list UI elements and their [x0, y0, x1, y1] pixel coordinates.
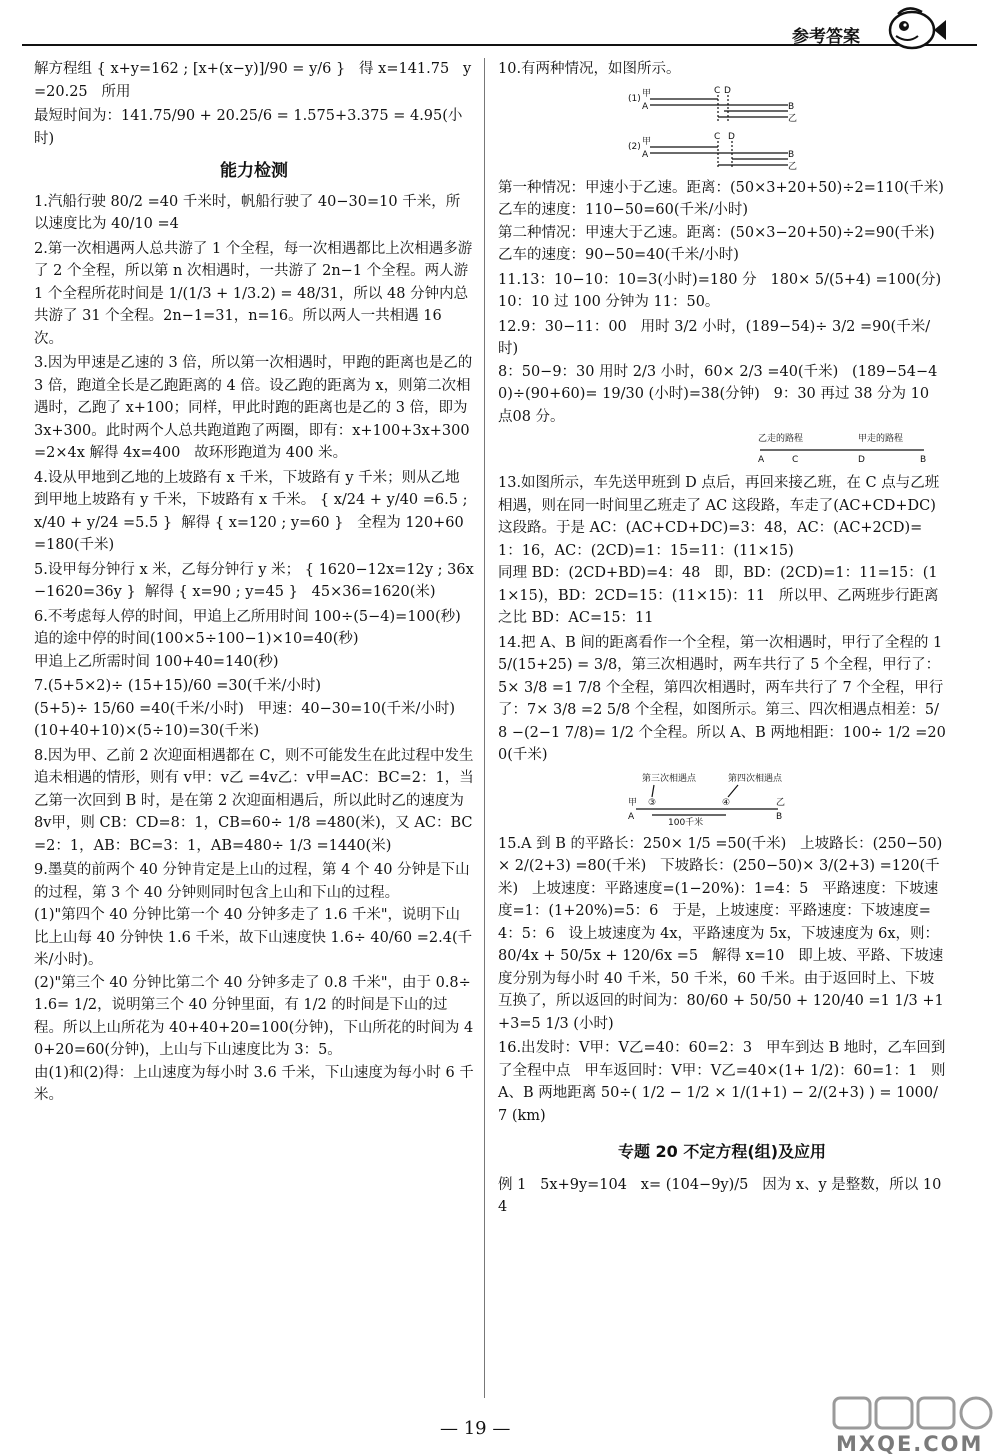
answer-item-1: 1.汽船行驶 80/2 =40 千米时，帆船行驶了 40−30=10 千米，所以速度比为 40/10 =4: [34, 193, 461, 232]
watermark-text: MXQE.COM: [836, 1432, 984, 1456]
fig14-distance-label: 100千米: [668, 817, 704, 827]
answer-item-9: 9.墨莫的前两个 40 分钟肯定是上山的过程，第 4 个 40 分钟是下山的过程，第 3 个 40 分钟则同时包含上山和下山的过程。 (1)"第四个 40 分钟比第一个 40 分钟多走了 1.6 千米"，说明下山比上山每 40 分钟快 1.6 千米，故下山速度快 1.6÷ 40/60 =2.4(千米/小时)。 (2)"第三个 40 分钟比第二个 40 分钟多走了 0.8 千米"，由于 0.8÷1.6= 1/2，说明第三个 40 分钟里面，有 1/2 的时间是下山的过程。所以上山所花为 40+40+20=100(分钟)，下山所花的时间为 40+20=60(分钟)，上山与下山速度比为 3：5。 由(1)和(2)得：上山速度为每小时 3.6 千米，下山速度为每小时 6 千米。: [34, 862, 474, 1103]
topic-title: 专题 20 不定方程(组)及应用: [617, 1142, 827, 1161]
fig14-yi: 乙: [776, 797, 786, 808]
answer-item-8: 8.因为甲、乙前 2 次迎面相遇都在 C，则不可能发生在此过程中发生追未相遇的情形，则有 v甲：v乙 =4v乙：v甲=AC：BC=2：1，当乙第一次回到 B 时，是在第 2 次迎面相遇后，所以此时乙的速度为 8v甲，则 CB：CD=8：1，CB=60÷ 1/8 =480(米)，又 AC：BC=2：1，AB：BC=3：1，AB=480÷ 1/3 =1440(米): [34, 747, 474, 854]
answer-item-15: 15.A 到 B 的平路长：250× 1/5 =50(千米) 上坡路长：(250−50)× 2/(2+3) =80(千米) 下坡路长：(250−50)× 3/(2+3) =120(千米) 上坡速度：平路速度=(1−20%)：1=4：5 平路速度：下坡速度=1：(1+20%)=5：6 于是，上坡速度：平路速度：下坡速度=4：5：6 设上坡速度为 4x，平路速度为 5x，下坡速度为 6x，则：80/4x + 50/5x + 120/6x =5 解得 x=10 即上坡、平路、下坡速度分别为每小时 40 千米，50 千米，60 千米。由于返回时上、下坡互换了，所以返回的时间为：80/60 + 50/50 + 120/40 =1 1/3 +1+3=5 1/3 (小时): [498, 835, 944, 1032]
fig14-fourth-label: 第四次相遇点: [728, 773, 783, 784]
intro-shortest-time: 最短时间为：141.75/90 + 20.25/6 = 1.575+3.375 = 4.95(小时): [34, 108, 463, 147]
answer-item-14: 14.把 A、B 间的距离看作一个全程，第一次相遇时，甲行了全程的 15/(15+25) = 3/8，第三次相遇时，两车共行了 5 个全程，甲行了：5× 3/8 =1 7/8 个全程，第四次相遇时，两车共行了 7 个全程，甲行了：7× 3/8 =2 5/8 个全程，如图所示。第三、四次相遇点相差：5/8 −(2−1 7/8)= 1/2 个全程。所以 A、B 两地相距：100÷ 1/2 =200(千米): [498, 634, 946, 763]
section-title: 能力检测: [220, 161, 288, 181]
fig10-row1-prefix: (1): [628, 93, 641, 104]
fig13-label-left: 乙走的路程: [758, 434, 804, 444]
fig10-row2-C: C: [714, 131, 721, 142]
figure-item-14: [628, 771, 848, 827]
answer-item-2: 2.第一次相遇两人总共游了 1 个全程，每一次相遇都比上次相遇多游了 2 个全程，所以第 n 次相遇时，一共游了 2n−1 个全程。两人游 1 个全程所花时间是 1/(1/3 + 1/3.2) = 48/31，所以 48 分钟内总共游了 31 个全程。2n−1=31，n=16。所以两人一共相遇 16 次。: [34, 240, 473, 347]
figure-item-10: [628, 85, 828, 171]
fig10-row2-jia: 甲: [642, 136, 652, 147]
intro-equation: 解方程组 { x+y=162 ; [x+(x−y)]/90 = y/6 } 得 x=141.75 y=20.25 所用: [34, 61, 472, 100]
fig13-label-right: 甲走的路程: [858, 434, 904, 444]
fig10-row1-C: C: [714, 85, 721, 96]
fig10-row1-jia: 甲: [642, 88, 652, 99]
left-column: [34, 58, 477, 1109]
figure-item-13: [758, 432, 928, 466]
fig13-C: C: [792, 455, 799, 465]
fish-mascot-icon: [878, 2, 948, 54]
header-title: 参考答案: [792, 27, 860, 47]
example-1: 例 1 5x+9y=104 x= (104−9y)/5 因为 x、y 是整数，所以 104: [498, 1176, 942, 1215]
fig10-row1-D: D: [724, 85, 731, 96]
answer-item-13: 13.如图所示，车先送甲班到 D 点后，再回来接乙班，在 C 点与乙班相遇，则在同一时间里乙班走了 AC 这段路，车走了(AC+CD+DC)这段路。于是 AC：(AC+CD+DC)=3：48，AC：(AC+2CD)=1：16，AC：(2CD)=1：15=11：(11×15) 同理 BD：(2CD+BD)=4：48 即，BD：(2CD)=1：11=15：(11×15)，BD：2CD=15：(11×15)：11 所以甲、乙两班步行距离之比 BD：AC=15：11: [498, 475, 940, 626]
fig10-row2-D: D: [728, 131, 735, 142]
fig14-jia: 甲: [628, 797, 638, 808]
answer-item-12: 12.9：30−11：00 用时 3/2 小时，(189−54)÷ 3/2 =90(千米/时) 8：50−9：30 用时 2/3 小时，60× 2/3 =40(千米) (189−54−40)÷(90+60)= 19/30 (小时)=38(分钟) 9：30 再过 38 分为 10 点08 分。: [498, 318, 938, 425]
answer-item-10-cases: 第一种情况：甲速小于乙速。距离：(50×3+20+50)÷2=110(千米) 乙车的速度：110−50=60(千米/小时) 第二种情况：甲速大于乙速。距离：(50×3−20+50)÷2=90(千米) 乙车的速度：90−50=40(千米/小时): [498, 179, 944, 263]
fig10-row2-yi: 乙: [788, 161, 798, 171]
fig10-row1-yi: 乙: [788, 113, 798, 124]
fig10-row2-A: A: [642, 149, 649, 160]
fig10-row1-A: A: [642, 101, 649, 112]
answer-item-11: 11.13：10−10：10=3(小时)=180 分 180× 5/(5+4) =100(分) 10：10 过 100 分钟为 11：50。: [498, 271, 942, 310]
right-column: [498, 58, 951, 1221]
fig14-arrow-4: [728, 785, 738, 797]
fig14-marker-4: ④: [722, 797, 731, 808]
fig14-marker-3: ③: [648, 797, 657, 808]
answer-item-6: 6.不考虑每人停的时间，甲追上乙所用时间 100÷(5−4)=100(秒) 追的途中停的时间(100×5÷100−1)×10=40(秒) 甲追上乙所需时间 100+40=140(秒): [34, 608, 461, 670]
fig14-arrow-3: [652, 785, 654, 797]
answer-item-5: 5.设甲每分钟行 x 米，乙每分钟行 y 米； { 1620−12x=12y ; 36x−1620=36y } 解得 { x=90 ; y=45 } 45×36=1620(米): [34, 561, 474, 600]
fig10-row2-prefix: (2): [628, 141, 641, 152]
answer-item-4: 4.设从甲地到乙地的上坡路有 x 千米，下坡路有 y 千米；则从乙地到甲地上坡路有 y 千米，下坡路有 x 千米。 { x/24 + y/40 =6.5 ; x/40 + y/24 =5.5 } 解得 { x=120 ; y=60 } 全程为 120+60=180(千米): [34, 469, 473, 553]
answer-item-16: 16.出发时：V甲：V乙=40：60=2：3 甲车到达 B 地时，乙车回到了全程中点 甲车返回时：V甲：V乙=40×(1+ 1/2)：60=1：1 则 A、B 两地距离 50÷( 1/2 − 1/2 × 1/(1+1) − 2/(2+3) ) = 1000/7 (km): [498, 1040, 951, 1124]
fig13-D: D: [858, 455, 865, 465]
fig10-row2-B: B: [788, 149, 795, 160]
fig14-B: B: [776, 811, 783, 822]
fig13-B: B: [920, 455, 927, 465]
answer-item-10: 10.有两种情况，如图所示。: [498, 61, 681, 77]
fig14-third-label: 第三次相遇点: [642, 773, 697, 784]
answer-item-3: 3.因为甲速是乙速的 3 倍，所以第一次相遇时，甲跑的距离也是乙的 3 倍，跑道全长是乙跑距离的 4 倍。设乙跑的距离为 x，则第二次相遇时，乙跑了 x+100；同样，甲此时跑的距离也是乙的 3 倍，即为 3x+300。此时两个人总共跑道跑了两圈，即有：x+100+3x+300=2×4x 解得 4x=400 故环形跑道为 400 米。: [34, 355, 477, 461]
fig13-A: A: [758, 455, 765, 465]
column-divider: [484, 58, 485, 1398]
page-number: — 19 —: [440, 1418, 511, 1439]
fig14-A: A: [628, 811, 635, 822]
fig10-row1-B: B: [788, 101, 795, 112]
answer-item-7: 7.(5+5×2)÷ (15+15)/60 =30(千米/小时) (5+5)÷ 15/60 =40(千米/小时) 甲速：40−30=10(千米/小时) (10+40+10)×(5÷10)=30(千米): [34, 678, 456, 739]
